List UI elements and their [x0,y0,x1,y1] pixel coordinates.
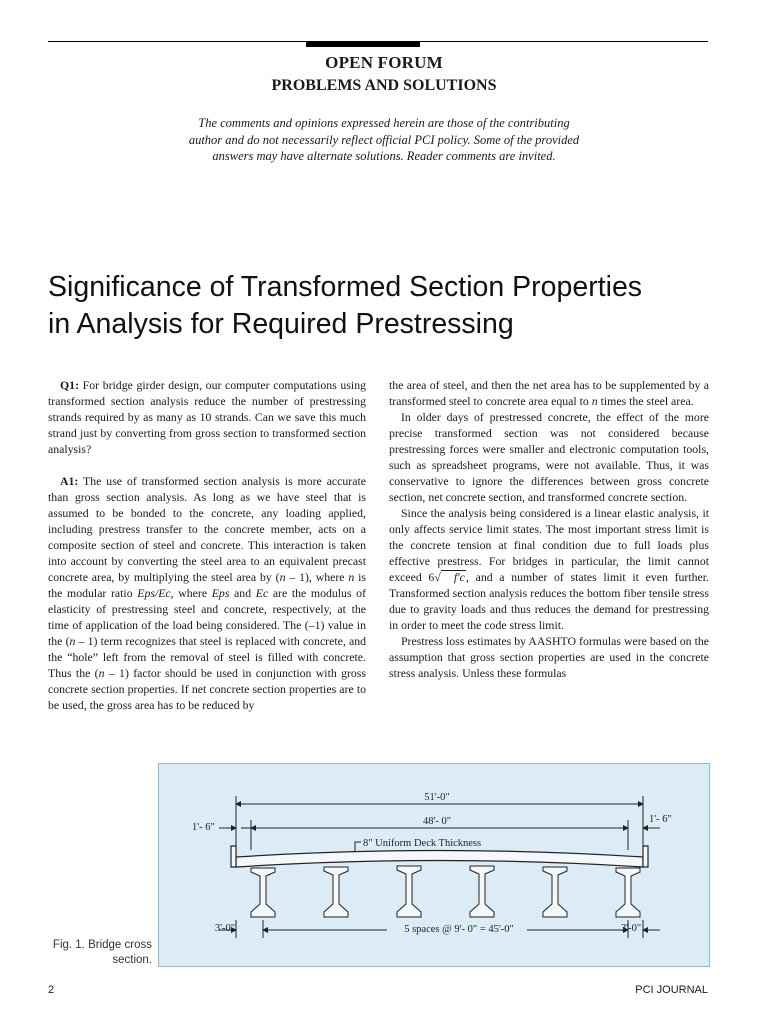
end-right-label: 3'-0" [621,923,642,934]
answer-text: are the modulus of elasticity of prestressing steel and concrete, respectively, at the time of application of the load being considered. The (–1) value in the ( [48,586,367,648]
overhang-left-label: 1'- 6" [192,822,215,833]
article-title-line: Significance of Transformed Section Properties [48,271,643,303]
sqrt-symbol: √ [434,570,441,584]
section-subtitle: PROBLEMS AND SOLUTIONS [271,77,497,94]
question-label: Q1: [60,378,80,392]
symbol-n: n [348,570,355,584]
disclaimer-line: answers may have alternate solutions. Reader comments are invited. [212,149,556,163]
body-text: , and a number of states limit it even further. Transformed section analysis reduces the bottom fiber tensile stress due to gravity loads and thus reduces the demand for prestressing in order to meet the code stress limit. [389,570,709,632]
deck-slab [231,846,648,867]
spacing-label: 5 spaces @ 9'- 0" = 45'-0" [404,924,514,935]
body-text: the area of steel, and then the net area has to be supplemented by a transformed steel to concrete area equal to [389,378,709,408]
symbol-n: n [69,634,76,648]
overhang-right-label: 1'- 6" [649,814,672,825]
answer-text: , where [170,586,212,600]
answer-text: The use of transformed section analysis is more accurate than gross section analysis. As long as we have steel that is assumed to be bonded to the concrete, any loading applied, including prestress transfer to the concrete member, acts on a composite section of steel and concrete. This interaction is taken into account by converting the steel area to an equivalent precast concrete area, by multiplying the steel area by ( [48,474,366,584]
answer-text: is the modular ratio [48,570,366,600]
article-title-line: in Analysis for Required Prestressing [48,308,514,340]
caption-line: section. [112,954,152,966]
disclaimer [160,115,608,165]
disclaimer-line: The comments and opinions expressed herein are those of the contributing [198,116,570,130]
answer-text: – 1), where [285,570,349,584]
left-column [48,377,366,713]
end-left-label: 3'-0" [214,923,235,934]
bridge-cross-section-figure [158,763,710,967]
figure-caption [48,938,152,968]
question-text: For bridge girder design, our computer computations using transformed section analysis reduce the number of prestressing strands required by as many as 10 strands. Can we save this much strand just by converting from gross section to transformed section analysis? [48,378,366,456]
bridge-cross-section-drawing [159,764,711,968]
answer-text: – 1) factor should be used in conjunction with gross concrete section properties. If net concrete section properties are to be used, the gross area has to be reduced by [48,666,366,712]
modular-ratio: Eps/Ec [137,586,171,600]
answer-text: – 1) term recognizes that steel is replaced with concrete, and the “hole” left from the removal of steel is filled with concrete. Thus the ( [48,634,367,680]
article-title [48,269,728,343]
answer-text: and [229,586,256,600]
question-paragraph [48,377,366,457]
body-paragraph [389,377,709,409]
symbol-n: n [98,666,105,680]
right-column [389,377,709,681]
body-paragraph [389,505,709,633]
sqrt-radicand: f′c [441,570,466,583]
girders [251,866,640,917]
overall-dim-label: 51'-0" [424,792,450,803]
section-title: OPEN FORUM [325,53,443,72]
symbol-eps: Eps [211,586,230,600]
page-number: 2 [48,984,55,996]
answer-paragraph [48,473,366,713]
journal-name: PCI JOURNAL [635,984,708,996]
body-paragraph: Prestress loss estimates by AASHTO formulas were based on the assumption that gross section properties are used in the concrete stress analysis. Unless these formulas [389,634,709,680]
symbol-n: n [279,570,286,584]
symbol-n: n [591,394,598,408]
body-text: Since the analysis being considered is a linear elastic analysis, it only affects service limit states. The most important stress limit is the concrete tension at final condition due to full loads plus effective prestress. For bridges in particular, the limit cannot exceed 6 [389,506,709,584]
header-rule-bar [306,42,420,47]
deck-thickness-note: 8" Uniform Deck Thickness [363,838,482,849]
symbol-ec: Ec [255,586,269,600]
body-text: times the steel area. [597,394,694,408]
disclaimer-line: author and do not necessarily reflect official PCI policy. Some of the provided [188,132,580,147]
body-paragraph: In older days of prestressed concrete, the effect of the more precise transformed section was not considered because prestressing forces were smaller and electronic computation tools, such as spreadsheet programs, were not available. Thus, it was conservative to ignore the differences between gross concrete section, net concrete section, and transformed concrete section. [389,410,709,504]
caption-line: Fig. 1. Bridge cross [52,939,152,951]
inner-dim-label: 48'- 0" [422,816,452,827]
answer-label: A1: [60,474,79,488]
